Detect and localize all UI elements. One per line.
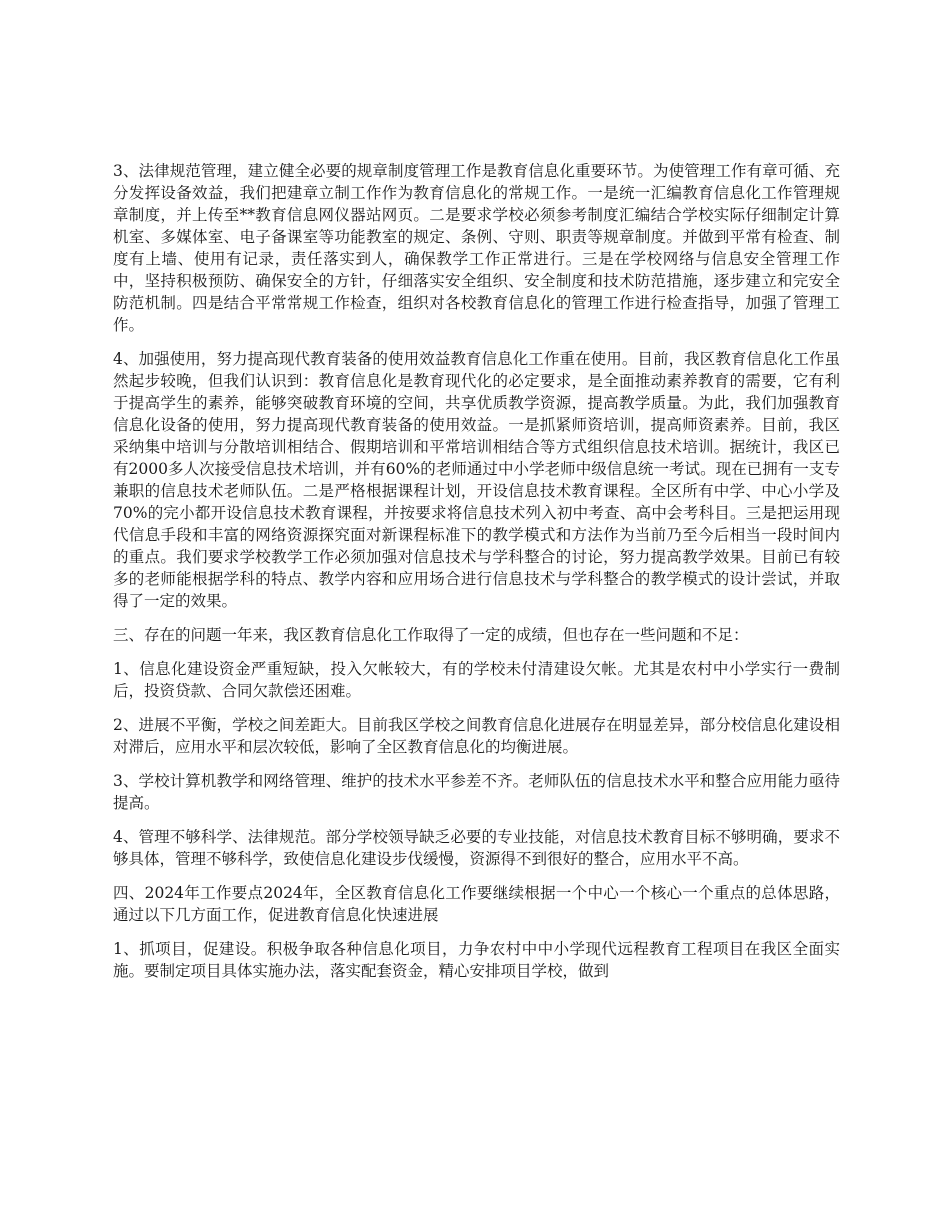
paragraph-problem-management: 4、管理不够科学、法律规范。部分学校领导缺乏必要的专业技能，对信息技术教育目标不够明确，要求不够具体，管理不够科学，致使信息化建设步伐缓慢，资源得不到很好的整合，应用水平不高。 [113, 828, 840, 868]
paragraph-problem-funding: 1、信息化建设资金严重短缺，投入欠帐较大，有的学校未付清建设欠帐。尤其是农村中小学实行一费制后，投资贷款、合同欠款偿还困难。 [113, 660, 840, 700]
paragraph-work-points-heading: 四、2024年工作要点2024年，全区教育信息化工作要继续根据一个中心一个核心一个重点的总体思路，通过以下几方面工作，促进教育信息化快速进展 [113, 884, 840, 924]
paragraph-problem-technical-level: 3、学校计算机教学和网络管理、维护的技术水平参差不齐。老师队伍的信息技术水平和整合应用能力亟待提高。 [113, 772, 840, 812]
paragraph-problem-imbalance: 2、进展不平衡，学校之间差距大。目前我区学校之间教育信息化进展存在明显差异，部分校信息化建设相对滞后，应用水平和层次较低，影响了全区教育信息化的均衡进展。 [113, 716, 840, 756]
document-page [113, 160, 840, 994]
paragraph-legal-management: 3、法律规范管理，建立健全必要的规章制度管理工作是教育信息化重要环节。为使管理工作有章可循、充分发挥设备效益，我们把建章立制工作作为教育信息化的常规工作。一是统一汇编教育信息化工作管理规章制度，并上传至**教育信息网仪器站网页。二是要求学校必须参考制度汇编结合学校实际仔细制定计算机室、多媒体室、电子备课室等功能教室的规定、条例、守则、职责等规章制度。并做到平常有检查、制度有上墙、使用有记录，责任落实到人，确保教学工作正常进行。三是在学校网络与信息安全管理工作中，坚持积极预防、确保安全的方针，仔细落实安全组织、安全制度和技术防范措施，逐步建立和完安全防范机制。四是结合平常常规工作检查，组织对各校教育信息化的管理工作进行检查指导，加强了管理工作。 [113, 162, 840, 334]
paragraph-projects: 1、抓项目，促建设。积极争取各种信息化项目，力争农村中中小学现代远程教育工程项目在我区全面实施。要制定项目具体实施办法，落实配套资金，精心安排项目学校，做到 [113, 940, 840, 980]
paragraph-strengthen-use: 4、加强使用，努力提高现代教育装备的使用效益教育信息化工作重在使用。目前，我区教育信息化工作虽然起步较晚，但我们认识到：教育信息化是教育现代化的必定要求，是全面推动素养教育的需要，它有利于提高学生的素养，能够突破教育环境的空间，共享优质教学资源，提高教学质量。为此，我们加强教育信息化设备的使用，努力提高现代教育装备的使用效益。一是抓紧师资培训，提高师资素养。目前，我区采纳集中培训与分散培训相结合、假期培训和平常培训相结合等方式组织信息技术培训。据统计，我区已有2000多人次接受信息技术培训，并有60%的老师通过中小学老师中级信息统一考试。现在已拥有一支专兼职的信息技术老师队伍。二是严格根据课程计划，开设信息技术教育课程。全区所有中学、中心小学及70%的完小都开设信息技术教育课程，并按要求将信息技术列入初中考查、高中会考科目。三是把运用现代信息手段和丰富的网络资源探究面对新课程标准下的教学模式和方法作为当前乃至今后相当一段时间内的重点。我们要求学校教学工作必须加强对信息技术与学科整合的讨论，努力提高教学效果。目前已有较多的老师能根据学科的特点、教学内容和应用场合进行信息技术与学科整合的教学模式的设计尝试，并取得了一定的效果。 [113, 350, 840, 610]
paragraph-existing-problems-heading: 三、存在的问题一年来，我区教育信息化工作取得了一定的成绩，但也存在一些问题和不足： [113, 626, 749, 644]
